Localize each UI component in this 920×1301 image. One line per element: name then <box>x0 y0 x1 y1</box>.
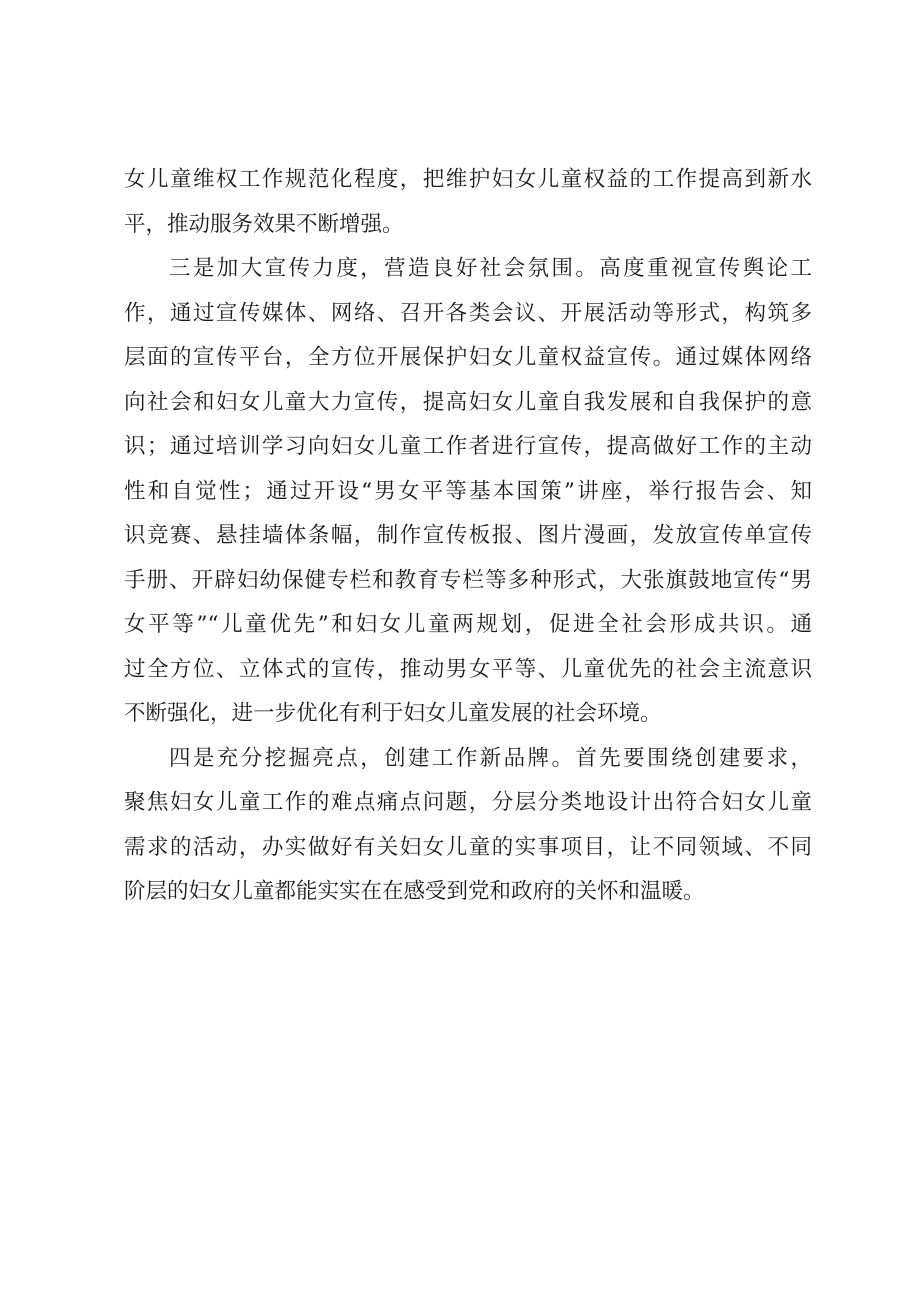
text-line: 识；通过培训学习向妇女儿童工作者进行宣传，提高做好工作的主动 <box>124 434 812 459</box>
text-line: 性和自觉性；通过开设“男女平等基本国策”讲座，举行报告会、知 <box>124 478 812 504</box>
text-line: 平，推动服务效果不断增强。 <box>124 211 404 237</box>
text-line: 女儿童维权工作规范化程度，把维护妇女儿童权益的工作提高到新水 <box>124 167 812 192</box>
document-body <box>124 158 812 915</box>
text-line: 手册、开辟妇幼保健专栏和教育专栏等多种形式，大张旗鼓地宣传“男 <box>124 567 812 593</box>
paragraph-2 <box>124 247 812 737</box>
text-line: 四是充分挖掘亮点，创建工作新品牌。首先要围绕创建要求， <box>169 745 812 771</box>
text-line: 三是加大宣传力度，营造良好社会氛围。高度重视宣传舆论工 <box>169 256 812 281</box>
paragraph-1 <box>124 158 812 247</box>
text-line: 向社会和妇女儿童大力宣传，提高妇女儿童自我发展和自我保护的意 <box>124 389 812 415</box>
text-line: 作，通过宣传媒体、网络、召开各类会议、开展活动等形式，构筑多 <box>124 300 812 326</box>
paragraph-3 <box>124 737 812 915</box>
text-line: 不断强化，进一步优化有利于妇女儿童发展的社会环境。 <box>124 701 662 726</box>
text-line: 识竞赛、悬挂墙体条幅，制作宣传板报、图片漫画，发放宣传单宣传 <box>124 523 812 548</box>
text-line: 阶层的妇女儿童都能实实在在感受到党和政府的关怀和温暖。 <box>124 879 705 904</box>
text-line: 需求的活动，办实做好有关妇女儿童的实事项目，让不同领域、不同 <box>124 834 812 860</box>
text-line: 层面的宣传平台，全方位开展保护妇女儿童权益宣传。通过媒体网络 <box>124 345 812 370</box>
text-line: 聚焦妇女儿童工作的难点痛点问题，分层分类地设计出符合妇女儿童 <box>124 790 812 815</box>
text-line: 过全方位、立体式的宣传，推动男女平等、儿童优先的社会主流意识 <box>124 656 812 682</box>
text-line: 女平等”“儿童优先”和妇女儿童两规划，促进全社会形成共识。通 <box>124 612 812 637</box>
